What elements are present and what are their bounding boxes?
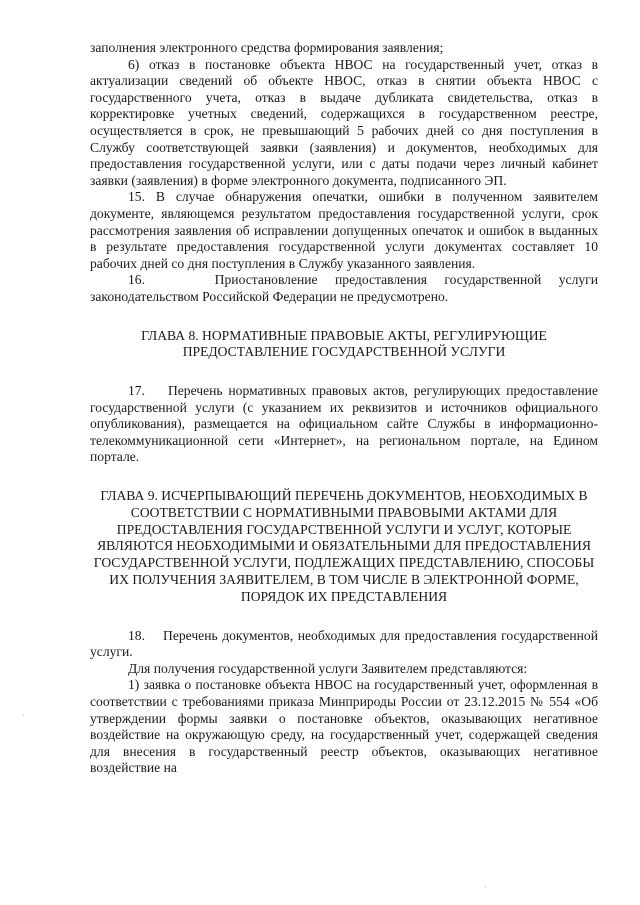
paragraph-continuation: заполнения электронного средства формирования заявления; <box>90 40 444 55</box>
paragraph-17: 17. Перечень нормативных правовых актов, регулирующих предоставление государственной услуги (с указанием их реквизитов и источников официального опубликования), размещается на официальном сайте Службы в информационно-телекоммуникационной сети «Интернет», на региональном портале, на Едином портале. <box>90 383 598 465</box>
paragraph-18-item-1: 1) заявка о постановке объекта НВОС на государственный учет, оформленная в соответствии с требованиями приказа Минприроды России от 23.12.2015 № 554 «Об утверждении формы заявки о постановке объектов, оказывающих негативное воздействие на окружающую среду, на государственный учет, содержащей сведения для внесения в государственный реестр объектов, оказывающих негативное воздействие на <box>90 677 598 776</box>
paragraph-15: 15. В случае обнаружения опечатки, ошибки в полученном заявителем документе, являющемся результатом предоставления государственной услуги, срок рассмотрения заявления об исправлении допущенных опечаток и ошибок в выданных в результате предоставления государственной услуги документах составляет 10 рабочих дней со дня поступления в Службу указанного заявления. <box>90 189 598 271</box>
chapter-9-heading: ГЛАВА 9. ИСЧЕРПЫВАЮЩИЙ ПЕРЕЧЕНЬ ДОКУМЕНТОВ, НЕОБХОДИМЫХ В СООТВЕТСТВИИ С НОРМАТИВНЫМИ ПРАВОВЫМИ АКТАМИ ДЛЯ ПРЕДОСТАВЛЕНИЯ ГОСУДАРСТВЕННОЙ УСЛУГИ И УСЛУГ, КОТОРЫЕ ЯВЛЯЮТСЯ НЕОБХОДИМЫМИ И ОБЯЗАТЕЛЬНЫМИ ДЛЯ ПРЕДОСТАВЛЕНИЯ ГОСУДАРСТВЕННОЙ УСЛУГИ, ПОДЛЕЖАЩИХ ПРЕДСТАВЛЕНИЮ, СПОСОБЫ ИХ ПОЛУЧЕНИЯ ЗАЯВИТЕЛЕМ, В ТОМ ЧИСЛЕ В ЭЛЕКТРОННОЙ ФОРМЕ, ПОРЯДОК ИХ ПРЕДСТАВЛЕНИЯ <box>93 488 595 604</box>
paragraph-18: 18. Перечень документов, необходимых для предоставления государственной услуги. <box>90 627 598 660</box>
paragraph-18-intro: Для получения государственной услуги Заявителем представляются: <box>128 660 528 676</box>
paragraph-item-6: 6) отказ в постановке объекта НВОС на государственный учет, отказ в актуализации сведений об объекте НВОС, отказ в снятии объекта НВОС с государственного учета, отказ в выдаче дубликата свидетельства, отказ в корректировке учетных сведений, содержащихся в государственном реестре, осуществляется в срок, не превышающий 5 рабочих дней со дня поступления в Службу соответствующей заявки (заявления) и документов, необходимых для предоставления государственной услуги, или с даты подачи через личный кабинет заявки (заявления) в форме электронного документа, подписанного ЭП. <box>90 56 598 188</box>
chapter-8-heading: ГЛАВА 8. НОРМАТИВНЫЕ ПРАВОВЫЕ АКТЫ, РЕГУЛИРУЮЩИЕ ПРЕДОСТАВЛЕНИЕ ГОСУДАРСТВЕННОЙ УСЛУГИ <box>141 327 547 360</box>
scan-artifact-dot: · <box>484 883 487 892</box>
document-page <box>90 40 598 777</box>
paragraph-16: 16. Приостановление предоставления государственной услуги законодательством Российской Федерации не предусмотрено. <box>90 272 598 304</box>
scan-artifact-dot: · <box>22 711 25 720</box>
